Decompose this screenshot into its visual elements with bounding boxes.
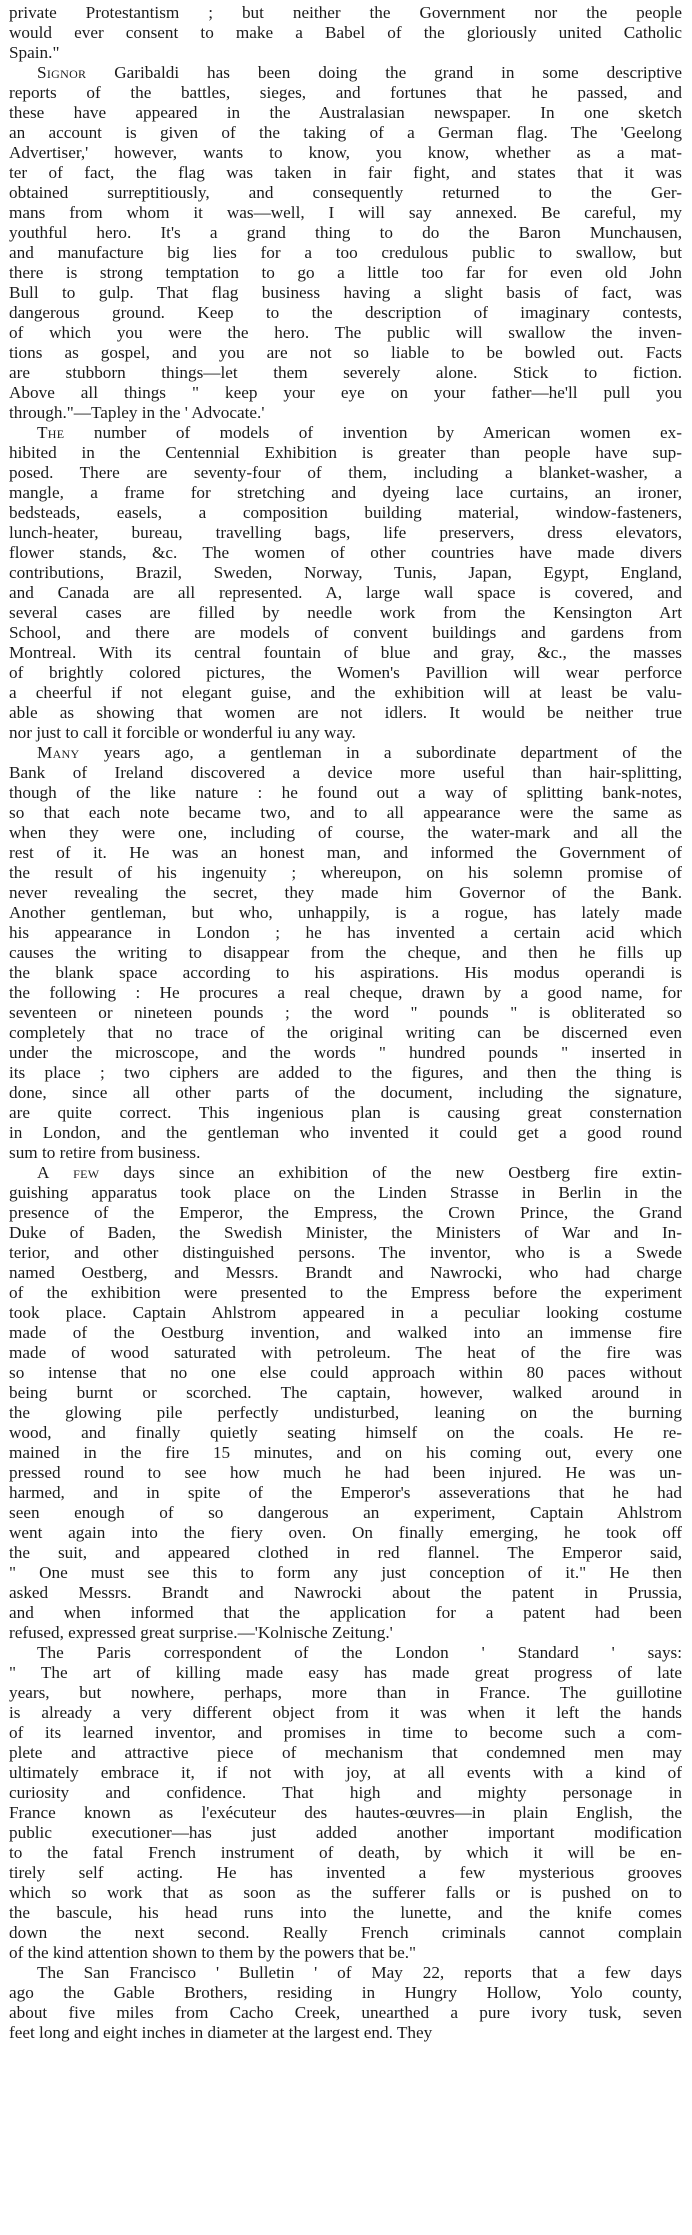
- text-line: the suit, and appeared clothed in red flannel. The Emperor said,: [9, 1543, 682, 1562]
- text-line: to the fatal French instrument of death, by which it will be en-: [9, 1843, 682, 1862]
- text-line: the blank space according to his aspirations. His modus operandi is: [9, 963, 682, 982]
- paragraph-lead-word: A few: [37, 1163, 100, 1182]
- text-line: [9, 1163, 682, 1183]
- text-line: so intense that no one else could approach within 80 paces without: [9, 1363, 682, 1382]
- text-line: lunch-heater, bureau, travelling bags, life preservers, dress elevators,: [9, 523, 682, 542]
- text-line: Duke of Baden, the Swedish Minister, the Ministers of War and In-: [9, 1223, 682, 1242]
- text-line: the glowing pile perfectly undisturbed, leaning on the burning: [9, 1403, 682, 1422]
- text-line: ago the Gable Brothers, residing in Hungry Hollow, Yolo county,: [9, 1983, 682, 2002]
- text-line: done, since all other parts of the document, including the signature,: [9, 1083, 682, 1102]
- text-line: causes the writing to disappear from the cheque, and then he fills up: [9, 943, 682, 962]
- text-line: of the kind attention shown to them by the powers that be.": [9, 1943, 417, 1962]
- text-line: the result of his ingenuity ; whereupon, on his solemn promise of: [9, 863, 682, 882]
- text-line: through."—Tapley in the ' Advocate.': [9, 403, 265, 422]
- article-paragraph: [9, 1643, 682, 1963]
- text-line: Bank of Ireland discovered a device more useful than hair-splitting,: [9, 763, 682, 782]
- text-line: youthful hero. It's a grand thing to do the Baron Munchausen,: [9, 223, 682, 242]
- text-line: curiosity and confidence. That high and mighty personage in: [9, 1783, 682, 1802]
- paragraph-lead-word: Many: [37, 743, 80, 762]
- text-line: mans from whom it was—well, I will say annexed. Be careful, my: [9, 203, 682, 222]
- text-line: tions as gospel, and you are not so liable to be bowled out. Facts: [9, 343, 682, 362]
- article-paragraph: [9, 63, 682, 423]
- text-line: Another gentleman, but who, unhappily, is a rogue, has lately made: [9, 903, 682, 922]
- text-line: [9, 423, 682, 443]
- text-line: and Canada are all represented. A, large wall space is covered, and: [9, 583, 682, 602]
- text-line: took place. Captain Ahlstrom appeared in a peculiar looking costume: [9, 1303, 682, 1322]
- text-line: School, and there are models of convent buildings and gardens from: [9, 623, 682, 642]
- text-line: would ever consent to make a Babel of the gloriously united Catholic: [9, 23, 682, 42]
- text-line: of brightly colored pictures, the Women's Pavillion will wear perforce: [9, 663, 682, 682]
- text-line: seen enough of so dangerous an experiment, Captain Ahlstrom: [9, 1503, 682, 1522]
- text-line: [9, 743, 682, 763]
- text-line: flower stands, &c. The women of other countries have made divers: [9, 543, 682, 562]
- article-paragraph: [9, 1163, 682, 1643]
- text-line: are quite correct. This ingenious plan is causing great consternation: [9, 1103, 682, 1122]
- article-paragraph: [9, 743, 682, 1163]
- text-line: an account is given of the taking of a German flag. The 'Geelong: [9, 123, 682, 142]
- paragraph-lead-word: The: [37, 423, 65, 442]
- text-line: a cheerful if not elegant guise, and the exhibition will at least be valu-: [9, 683, 682, 702]
- text-line: mangle, a frame for stretching and dyeing lace curtains, an ironer,: [9, 483, 682, 502]
- text-line: made of the Oestburg invention, and walked into an immense fire: [9, 1323, 682, 1342]
- text-line-content: Garibaldi has been doing the grand in some descriptive: [86, 63, 682, 82]
- text-line: [9, 63, 682, 83]
- article-paragraph: [9, 1963, 682, 2043]
- text-line: the following : He procures a real cheque, drawn by a good name, for: [9, 983, 682, 1002]
- text-line: ter of fact, the flag was taken in fair fight, and states that it was: [9, 163, 682, 182]
- text-line: Spain.": [9, 43, 60, 62]
- text-line: rest of it. He was an honest man, and informed the Government of: [9, 843, 682, 862]
- text-line: made of wood saturated with petroleum. The heat of the fire was: [9, 1343, 682, 1362]
- text-line: seventeen or nineteen pounds ; the word " pounds " is obliterated so: [9, 1003, 682, 1022]
- text-line: The Paris correspondent of the London ' Standard ' says:: [37, 1643, 682, 1662]
- text-line: of the exhibition were presented to the Empress before the experiment: [9, 1283, 682, 1302]
- text-line: The San Francisco ' Bulletin ' of May 22, reports that a few days: [37, 1963, 682, 1982]
- text-line: several cases are filled by needle work from the Kensington Art: [9, 603, 682, 622]
- text-line: mained in the fire 15 minutes, and on his coming out, every one: [9, 1443, 682, 1462]
- text-line: sum to retire from business.: [9, 1143, 201, 1162]
- text-line: are stubborn things—let them severely alone. Stick to fiction.: [9, 363, 682, 382]
- text-line: harmed, and in spite of the Emperor's asseverations that he had: [9, 1483, 682, 1502]
- text-line: there is strong temptation to go a little too far for even old John: [9, 263, 682, 282]
- text-line: refused, expressed great surprise.—'Kolnische Zeitung.': [9, 1623, 393, 1642]
- text-line: able as showing that women are not idlers. It would be neither true: [9, 703, 682, 722]
- text-line: hibited in the Centennial Exhibition is greater than people have sup-: [9, 443, 682, 462]
- text-line: dangerous ground. Keep to the description of imaginary contests,: [9, 303, 682, 322]
- text-line: when they were one, including of course, the water-mark and all the: [9, 823, 682, 842]
- text-line: contributions, Brazil, Sweden, Norway, Tunis, Japan, Egypt, England,: [9, 563, 682, 582]
- text-line: tirely self acting. He has invented a few mysterious grooves: [9, 1863, 682, 1882]
- text-line: under the microscope, and the words " hundred pounds " inserted in: [9, 1043, 682, 1062]
- text-line: went again into the fiery oven. On finally emerging, he took off: [9, 1523, 682, 1542]
- text-line: wood, and finally quietly seating himself on the coals. He re-: [9, 1423, 682, 1442]
- text-line: reports of the battles, sieges, and fortunes that he passed, and: [9, 83, 682, 102]
- text-line: its place ; two ciphers are added to the figures, and then the thing is: [9, 1063, 682, 1082]
- text-line: " One must see this to form any just conception of it." He then: [9, 1563, 682, 1582]
- text-line: never revealing the secret, they made him Governor of the Bank.: [9, 883, 682, 902]
- text-line: his appearance in London ; he has invented a certain acid which: [9, 923, 682, 942]
- text-line: completely that no trace of the original writing can be discerned even: [9, 1023, 682, 1042]
- text-line: and when informed that the application for a patent had been: [9, 1603, 682, 1622]
- text-line: and manufacture big lies for a too credulous public to swallow, but: [9, 243, 682, 262]
- text-line: down the next second. Really French criminals cannot complain: [9, 1923, 682, 1942]
- text-line: these have appeared in the Australasian newspaper. In one sketch: [9, 103, 682, 122]
- text-line: Above all things " keep your eye on your father—he'll pull you: [9, 383, 682, 402]
- text-line-content: years ago, a gentleman in a subordinate department of the: [79, 743, 682, 762]
- article-paragraph: [9, 3, 682, 63]
- text-line: terior, and other distinguished persons. The inventor, who is a Swede: [9, 1243, 682, 1262]
- text-line: the bascule, his head runs into the lunette, and the knife comes: [9, 1903, 682, 1922]
- article-paragraph: [9, 423, 682, 743]
- text-line: of its learned inventor, and promises in time to become such a com-: [9, 1723, 682, 1742]
- text-line: about five miles from Cacho Creek, unearthed a pure ivory tusk, seven: [9, 2003, 682, 2022]
- text-line: is already a very different object from it was when it left the hands: [9, 1703, 682, 1722]
- text-line: so that each note became two, and to all appearance were the same as: [9, 803, 682, 822]
- text-line: bedsteads, easels, a composition building material, window-fasteners,: [9, 503, 682, 522]
- paragraph-lead-word: Signor: [37, 63, 87, 82]
- text-line: " The art of killing made easy has made great progress of late: [9, 1663, 682, 1682]
- text-line: though of the like nature : he found out a way of splitting bank-notes,: [9, 783, 682, 802]
- text-line: asked Messrs. Brandt and Nawrocki about the patent in Prussia,: [9, 1583, 682, 1602]
- text-line: which so work that as soon as the sufferer falls or is pushed on to: [9, 1883, 682, 1902]
- text-line: being burnt or scorched. The captain, however, walked around in: [9, 1383, 682, 1402]
- text-line: Bull to gulp. That flag business having a slight basis of fact, was: [9, 283, 682, 302]
- text-line-content: number of models of invention by American women ex-: [64, 423, 682, 442]
- text-line: obtained surreptitiously, and consequently returned to the Ger-: [9, 183, 682, 202]
- text-line: named Oestberg, and Messrs. Brandt and Nawrocki, who had charge: [9, 1263, 682, 1282]
- text-line: in London, and the gentleman who invented it could get a good round: [9, 1123, 682, 1142]
- text-line: guishing apparatus took place on the Linden Strasse in Berlin in the: [9, 1183, 682, 1202]
- text-line: posed. There are seventy-four of them, including a blanket-washer, a: [9, 463, 682, 482]
- text-line: years, but nowhere, perhaps, more than in France. The guillotine: [9, 1683, 682, 1702]
- text-line: ultimately embrace it, if not with joy, at all events with a kind of: [9, 1763, 682, 1782]
- text-line: private Protestantism ; but neither the Government nor the people: [9, 3, 682, 22]
- text-line: public executioner—has just added another important modification: [9, 1823, 682, 1842]
- text-line: feet long and eight inches in diameter at the largest end. They: [9, 2023, 433, 2042]
- text-line: Advertiser,' however, wants to know, you know, whether as a mat-: [9, 143, 682, 162]
- text-line: plete and attractive piece of mechanism that condemned men may: [9, 1743, 682, 1762]
- text-line-content: days since an exhibition of the new Oestberg fire extin-: [99, 1163, 682, 1182]
- text-line: presence of the Emperor, the Empress, the Crown Prince, the Grand: [9, 1203, 682, 1222]
- text-line: nor just to call it forcible or wonderful iu any way.: [9, 723, 356, 742]
- text-line: Montreal. With its central fountain of blue and gray, &c., the masses: [9, 643, 682, 662]
- text-line: pressed round to see how much he had been injured. He was un-: [9, 1463, 682, 1482]
- text-line: of which you were the hero. The public will swallow the inven-: [9, 323, 682, 342]
- text-line: France known as l'exécuteur des hautes-œuvres—in plain English, the: [9, 1803, 682, 1822]
